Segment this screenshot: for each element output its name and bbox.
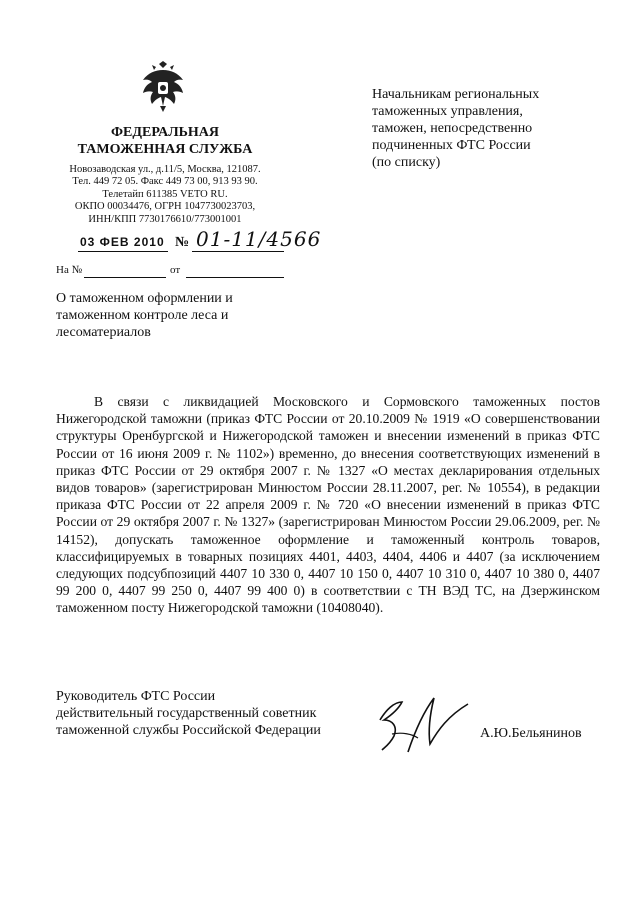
org-name-line2: ТАМОЖЕННАЯ СЛУЖБА (77, 142, 253, 157)
date-underline (78, 251, 168, 252)
address-line: Новозаводская ул., д.11/5, Москва, 121087. (69, 164, 261, 175)
signature-title (56, 688, 376, 739)
na-underline (84, 277, 166, 278)
addressee-line: (по списку) (372, 155, 441, 170)
date-stamp: 03 ФЕВ 2010 (80, 235, 165, 249)
signer-name: А.Ю.Бельянинов (480, 726, 582, 741)
handwritten-signature (372, 690, 482, 760)
addressee-line: подчиненных ФТС России (372, 138, 531, 153)
subject-line: таможенном контроле леса и (56, 308, 229, 323)
subject-block (56, 290, 286, 341)
subject-line: О таможенном оформлении и (56, 291, 233, 306)
addressee-line: таможенных управления, (372, 104, 523, 119)
body-paragraph: В связи с ликвидацией Московского и Сормовского таможенных постов Нижегородской таможни (приказ ФТС России от 20.10.2009 № 1919 «О совершенствовании структуры Оренбургской и Нижегородской таможен и внесении изменений в приказ ФТС России от 16 июня 2009 г. № 1102») временно, до внесения соответствующих изменений в приказ ФТС России от 29 октября 2007 г. № 1327 «О местах декларирования отдельных видов товаров» (зарегистрирован Минюстом России 28.11.2007, рег. № 10554), в редакции приказа ФТС России от 22 апреля 2009 г. № 720 «О внесении изменений в приказ ФТС России от 29 октября 2007 г. № 1327» (зарегистрирован Минюстом России 29.06.2009, рег. № 14152), допускать таможенное оформление и таможенный контроль товаров, классифицируемых в товарных позициях 4401, 4403, 4404, 4406 и 4407 (за исключением следующих подсубпозиций 4407 10 330 0, 4407 10 150 0, 4407 10 310 0, 4407 10 380 0, 4407 99 200 0, 4407 99 250 0, 4407 99 400 0) в соответствии с ТН ВЭД ТС, на Дзержинском таможенном посту Нижегородской таможни (10408040). (56, 394, 600, 616)
subject-line: лесоматериалов (56, 325, 151, 340)
org-name (40, 124, 290, 158)
signature-title-line: Руководитель ФТС России (56, 689, 216, 704)
ot-label: от (170, 264, 181, 276)
addressee-line: Начальникам региональных (372, 87, 540, 102)
handwritten-number: 01-11/4566 (196, 227, 322, 251)
na-label: На № (56, 264, 83, 276)
address-line: Телетайп 611385 VETO RU. (102, 188, 228, 200)
coat-of-arms-icon (138, 60, 188, 114)
address-line: Тел. 449 72 05. Факс 449 73 00, 913 93 90. (72, 176, 258, 188)
org-address (40, 164, 290, 226)
address-line: ОКПО 00034476, ОГРН 1047730023703, (74, 201, 256, 213)
number-underline (192, 251, 284, 252)
org-name-line1: ФЕДЕРАЛЬНАЯ (110, 125, 219, 140)
signature-title-line: таможенной службы Российской Федерации (56, 723, 321, 738)
address-line: ИНН/КПП 7730176610/773001001 (88, 213, 242, 225)
addressee-block (372, 86, 612, 171)
ot-underline (186, 277, 284, 278)
addressee-line: таможен, непосредственно (372, 121, 533, 136)
number-sign: № (175, 235, 190, 250)
signature-title-line: действительный государственный советник (56, 706, 317, 721)
